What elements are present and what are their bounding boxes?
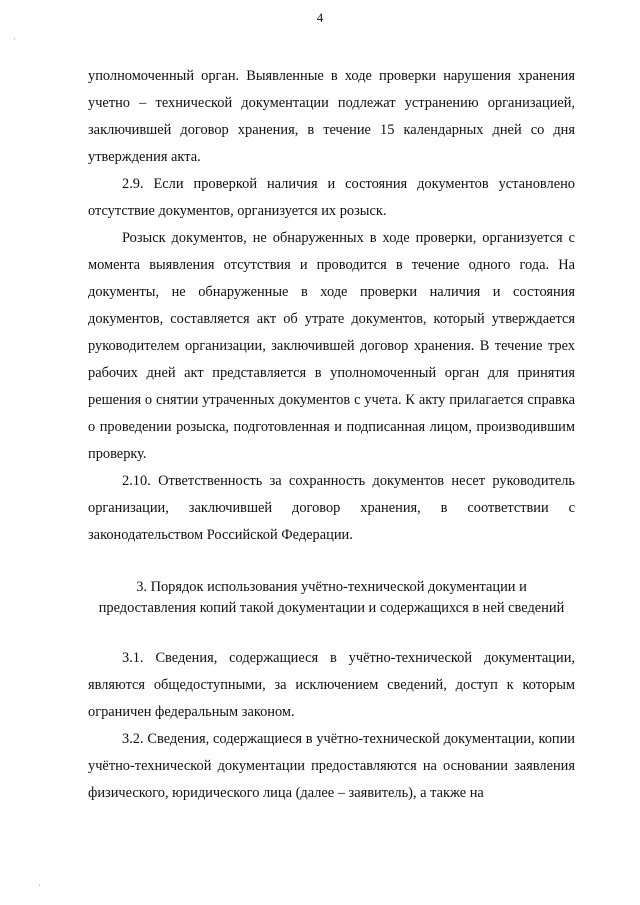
paragraph: 3.1. Сведения, содержащиеся в учётно-технической документации, являются общедоступными, за исключением сведений, доступ к которым ограничен федеральным законом.: [88, 650, 575, 720]
page-number: 4: [316, 10, 324, 25]
paragraph: 2.9. Если проверкой наличия и состояния документов установлено отсутствие документов, организуется их розыск.: [88, 176, 575, 219]
scan-mark: ·: [38, 880, 41, 890]
paragraph: 2.10. Ответственность за сохранность документов несет руководитель организации, заключившей договор хранения, в соответствии с законодательством Российской Федерации.: [88, 473, 575, 543]
scan-mark: ·: [13, 34, 16, 44]
document-body: [88, 63, 575, 807]
paragraph: уполномоченный орган. Выявленные в ходе проверки нарушения хранения учетно – технической документации подлежат устранению организацией, заключившей договор хранения, в течение 15 календарных дней со дня утверждения акта.: [88, 68, 575, 165]
paragraph: 3.2. Сведения, содержащиеся в учётно-технической документации, копии учётно-технической документации предоставляются на основании заявления физического, юридического лица (далее – заявитель), а также на: [88, 731, 575, 801]
paragraph: Розыск документов, не обнаруженных в ходе проверки, организуется с момента выявления отсутствия и проводится в течение одного года. На документы, не обнаруженные в ходе проверки наличия и состояния документов, составляется акт об утрате документов, который утверждается руководителем организации, заключившей договор хранения. В течение трех рабочих дней акт представляется в уполномоченный орган для принятия решения о снятии утраченных документов с учета. К акту прилагается справка о проведении розыска, подготовленная и подписанная лицом, производившим проверку.: [88, 230, 575, 462]
section-heading: 3. Порядок использования учётно-технической документации и предоставления копий такой документации и содержащихся в ней сведений: [98, 579, 565, 616]
